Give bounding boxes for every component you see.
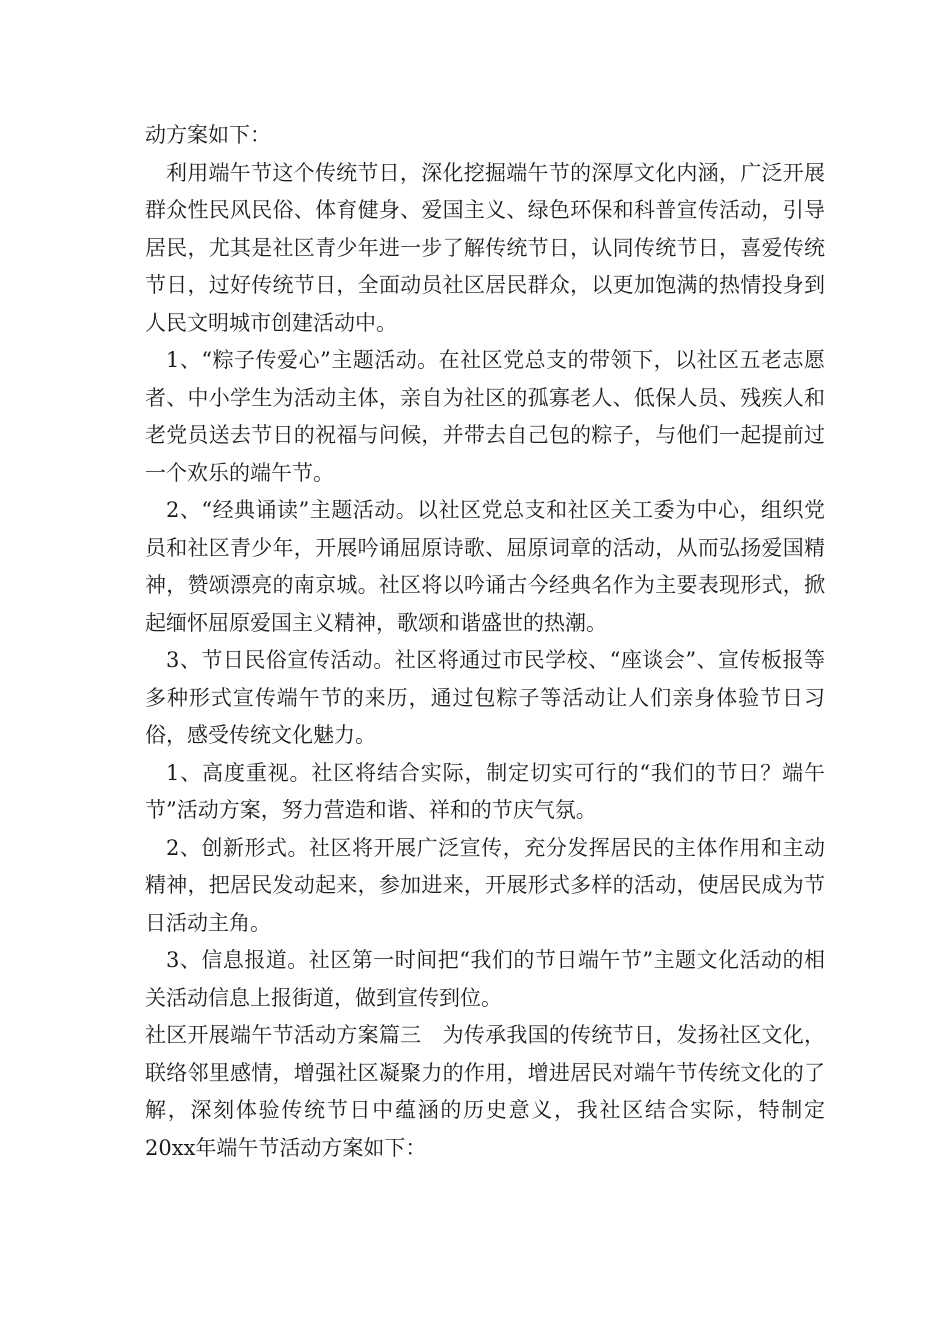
paragraph: 利用端午节这个传统节日，深化挖掘端午节的深厚文化内涵，广泛开展群众性民风民俗、体育健身、爱国主义、绿色环保和科普宣传活动，引导居民，尤其是社区青少年进一步了解传统节日，认同传统节日，喜爱传统节日，过好传统节日，全面动员社区居民群众，以更加饱满的热情投身到人民文明城市创建活动中。 [145, 160, 825, 335]
paragraph: 3、信息报道。社区第一时间把“我们的节日端午节”主题文化活动的相关活动信息上报街道，做到宣传到位。 [145, 948, 825, 1010]
paragraph: 3、节日民俗宣传活动。社区将通过市民学校、“座谈会”、宣传板报等多种形式宣传端午节的来历，通过包粽子等活动让人们亲身体验节日习俗，感受传统文化魅力。 [145, 648, 825, 747]
paragraph: 2、“经典诵读”主题活动。以社区党总支和社区关工委为中心，组织党员和社区青少年，开展吟诵屈原诗歌、屈原词章的活动，从而弘扬爱国精神，赞颂漂亮的南京城。社区将以吟诵古今经典名作为主要表现形式，掀起缅怀屈原爱国主义精神，歌颂和谐盛世的热潮。 [145, 498, 825, 635]
paragraph: 社区开展端午节活动方案篇三 为传承我国的传统节日，发扬社区文化，联络邻里感情，增强社区凝聚力的作用，增进居民对端午节传统文化的了解，深刻体验传统节日中蕴涵的历史意义，我社区结合实际，特制定20xx年端午节活动方案如下： [145, 1023, 825, 1160]
paragraph: 2、创新形式。社区将开展广泛宣传，充分发挥居民的主体作用和主动精神，把居民发动起来，参加进来，开展形式多样的活动，使居民成为节日活动主角。 [145, 835, 825, 935]
paragraph: 1、“粽子传爱心”主题活动。在社区党总支的带领下，以社区五老志愿者、中小学生为活动主体，亲自为社区的孤寡老人、低保人员、残疾人和老党员送去节日的祝福与问候，并带去自己包的粽子，与他们一起提前过一个欢乐的端午节。 [145, 348, 825, 485]
paragraph: 动方案如下： [145, 123, 271, 147]
document-body [145, 117, 825, 1167]
paragraph: 1、高度重视。社区将结合实际，制定切实可行的“我们的节日？端午节”活动方案，努力营造和谐、祥和的节庆气氛。 [145, 760, 825, 822]
